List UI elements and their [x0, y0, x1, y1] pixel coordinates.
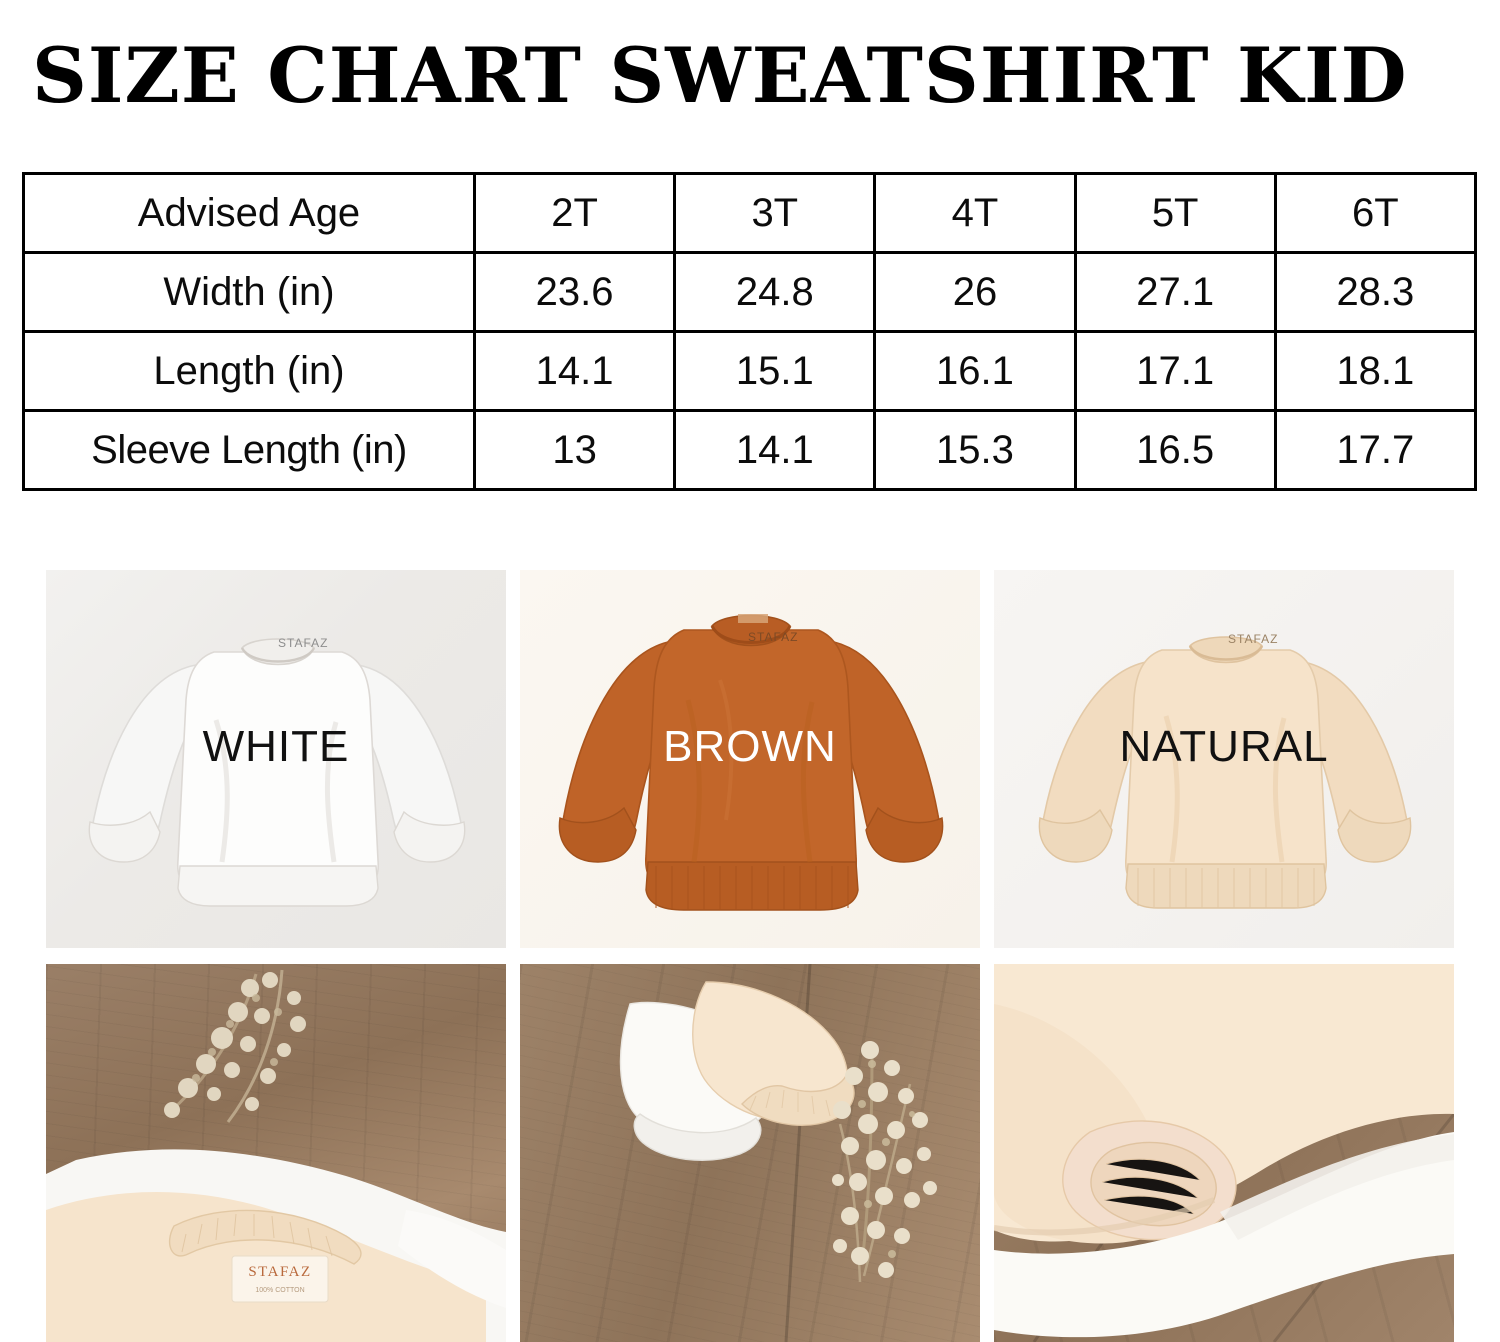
table-row: [24, 332, 1476, 411]
natural-sweatshirt-photo: [994, 570, 1454, 948]
white-color-label: WHITE: [202, 722, 350, 771]
brown-sweatshirt-photo: [520, 570, 980, 948]
cell-sleeve-2t: 13: [475, 411, 675, 490]
size-chart-table: [22, 172, 1477, 491]
column-header-3t: 3T: [675, 174, 875, 253]
photo-row-garments: [46, 570, 1454, 948]
cell-length-5t: 17.1: [1075, 332, 1275, 411]
neck-tag-white: STAFAZ: [278, 636, 329, 650]
photo-row-details: [46, 964, 1454, 1342]
table-row: [24, 253, 1476, 332]
fabric-fold-detail-illustration: [994, 964, 1454, 1342]
row-label-width: Width (in): [24, 253, 475, 332]
cuff-detail-illustration: [520, 964, 980, 1342]
cell-sleeve-3t: 14.1: [675, 411, 875, 490]
row-label-sleeve-length: Sleeve Length (in): [24, 411, 475, 490]
row-header-advised-age: Advised Age: [24, 174, 475, 253]
fabric-fold-detail-photo: [994, 964, 1454, 1342]
collar-detail-illustration: [46, 964, 506, 1342]
collar-detail-photo: [46, 964, 506, 1342]
table-row-header: [24, 174, 1476, 253]
svg-text:100% COTTON: 100% COTTON: [255, 1287, 305, 1294]
cell-sleeve-5t: 16.5: [1075, 411, 1275, 490]
cell-sleeve-6t: 17.7: [1275, 411, 1475, 490]
svg-text:STAFAZ: STAFAZ: [248, 1264, 312, 1280]
size-chart-table-wrap: [22, 172, 1477, 491]
natural-color-label: NATURAL: [1119, 722, 1329, 771]
brown-color-label: BROWN: [663, 722, 837, 771]
cell-length-3t: 15.1: [675, 332, 875, 411]
table-row: [24, 411, 1476, 490]
column-header-2t: 2T: [475, 174, 675, 253]
cell-width-3t: 24.8: [675, 253, 875, 332]
neck-tag-brown: STAFAZ: [748, 630, 799, 644]
cell-width-2t: 23.6: [475, 253, 675, 332]
cell-width-4t: 26: [875, 253, 1075, 332]
cell-width-5t: 27.1: [1075, 253, 1275, 332]
cell-length-2t: 14.1: [475, 332, 675, 411]
row-label-length: Length (in): [24, 332, 475, 411]
column-header-4t: 4T: [875, 174, 1075, 253]
cell-width-6t: 28.3: [1275, 253, 1475, 332]
neck-tag-natural: STAFAZ: [1228, 632, 1279, 646]
product-photo-grid: [46, 570, 1454, 1342]
column-header-5t: 5T: [1075, 174, 1275, 253]
cell-sleeve-4t: 15.3: [875, 411, 1075, 490]
column-header-6t: 6T: [1275, 174, 1475, 253]
cell-length-4t: 16.1: [875, 332, 1075, 411]
cuff-detail-photo: [520, 964, 980, 1342]
page-title: SIZE CHART SWEATSHIRT KID: [32, 31, 1408, 120]
white-sweatshirt-photo: [46, 570, 506, 948]
cell-length-6t: 18.1: [1275, 332, 1475, 411]
